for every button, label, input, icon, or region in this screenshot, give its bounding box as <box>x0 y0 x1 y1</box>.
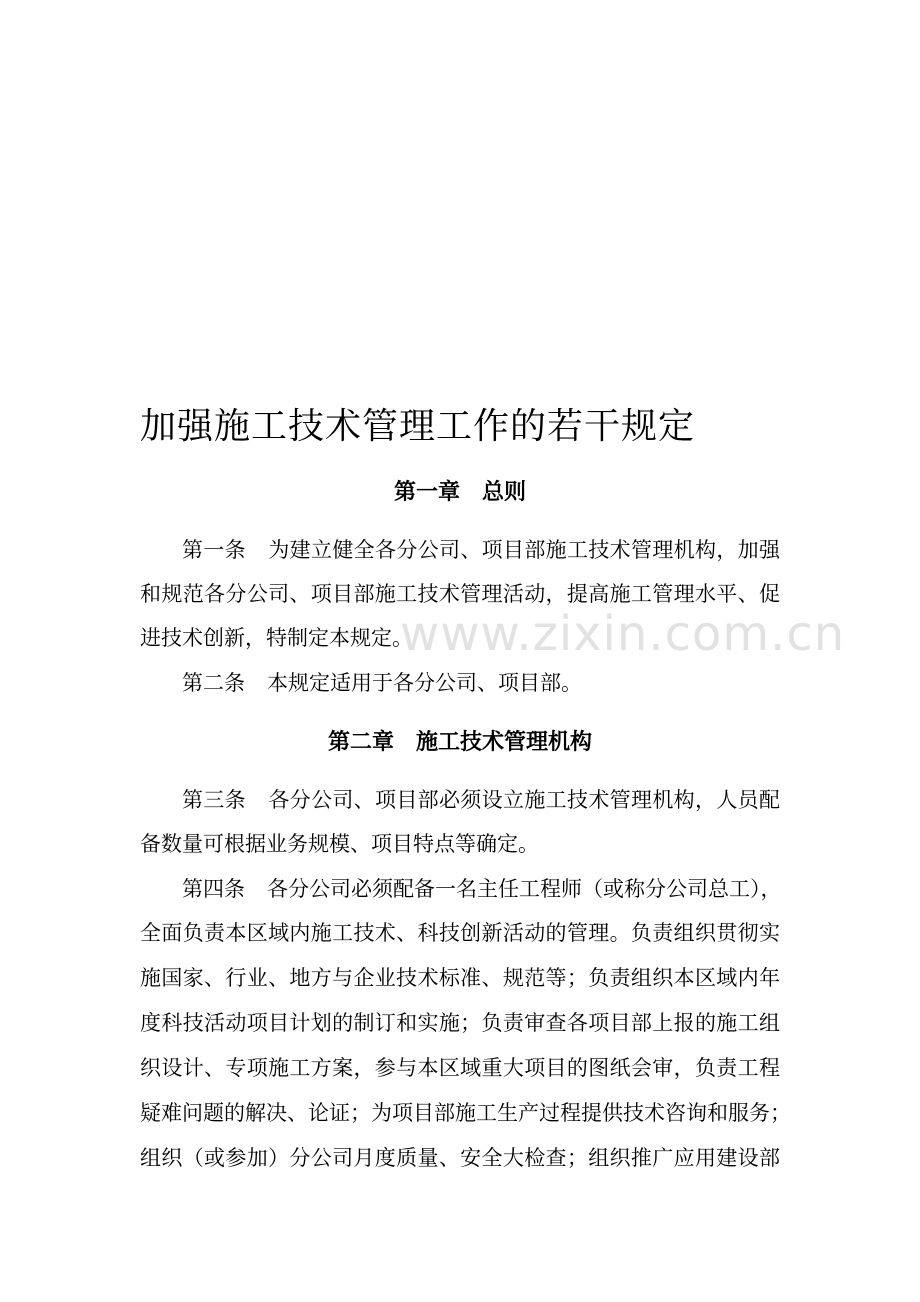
article-1-line-2: 和规范各分公司、项目部施工技术管理活动，提高施工管理水平、促 <box>140 582 780 606</box>
chapter-number: 第二章 <box>327 730 394 755</box>
article-4-line-1: 第四条 各分公司必须配备一名主任工程师（或称分公司总工）， <box>182 877 782 901</box>
document-title: 加强施工技术管理工作的若干规定 <box>140 406 696 447</box>
article-label: 第一条 <box>182 538 246 562</box>
chapter-name: 施工技术管理机构 <box>416 730 593 755</box>
chapter-heading-2 <box>0 727 920 759</box>
chapter-number: 第一章 <box>393 480 460 505</box>
chapter-name: 总则 <box>482 480 527 505</box>
article-label: 第四条 <box>182 877 245 901</box>
article-1-line-1: 第一条 为建立健全各分公司、项目部施工技术管理机构，加强 <box>182 538 780 562</box>
article-4-line-4: 度科技活动项目计划的制订和实施；负责审查各项目部上报的施工组 <box>140 1011 780 1035</box>
article-3-line-2: 备数量可根据业务规模、项目特点等确定。 <box>140 832 539 856</box>
article-4-line-6: 疑难问题的解决、论证；为项目部施工生产过程提供技术咨询和服务； <box>140 1101 791 1125</box>
article-label: 第二条 <box>182 671 245 695</box>
article-4-line-7: 组织（或参加）分公司月度质量、安全大检查；组织推广应用建设部 <box>140 1146 780 1170</box>
watermark: www.zixin.com.cn <box>400 606 846 662</box>
article-1-line-3: 进技术创新，特制定本规定。 <box>140 626 413 650</box>
article-label: 第三条 <box>182 788 246 812</box>
article-4-line-5: 织设计、专项施工方案，参与本区域重大项目的图纸会审，负责工程 <box>140 1056 780 1080</box>
chapter-heading-1 <box>0 477 920 509</box>
article-3-line-1: 第三条 各分公司、项目部必须设立施工技术管理机构，人员配 <box>182 788 780 812</box>
article-4-line-3: 施国家、行业、地方与企业技术标准、规范等；负责组织本区域内年 <box>140 966 780 990</box>
article-2-line-1: 第二条 本规定适用于各分公司、项目部。 <box>182 671 582 695</box>
article-4-line-2: 全面负责本区域内施工技术、科技创新活动的管理。负责组织贯彻实 <box>140 921 780 945</box>
